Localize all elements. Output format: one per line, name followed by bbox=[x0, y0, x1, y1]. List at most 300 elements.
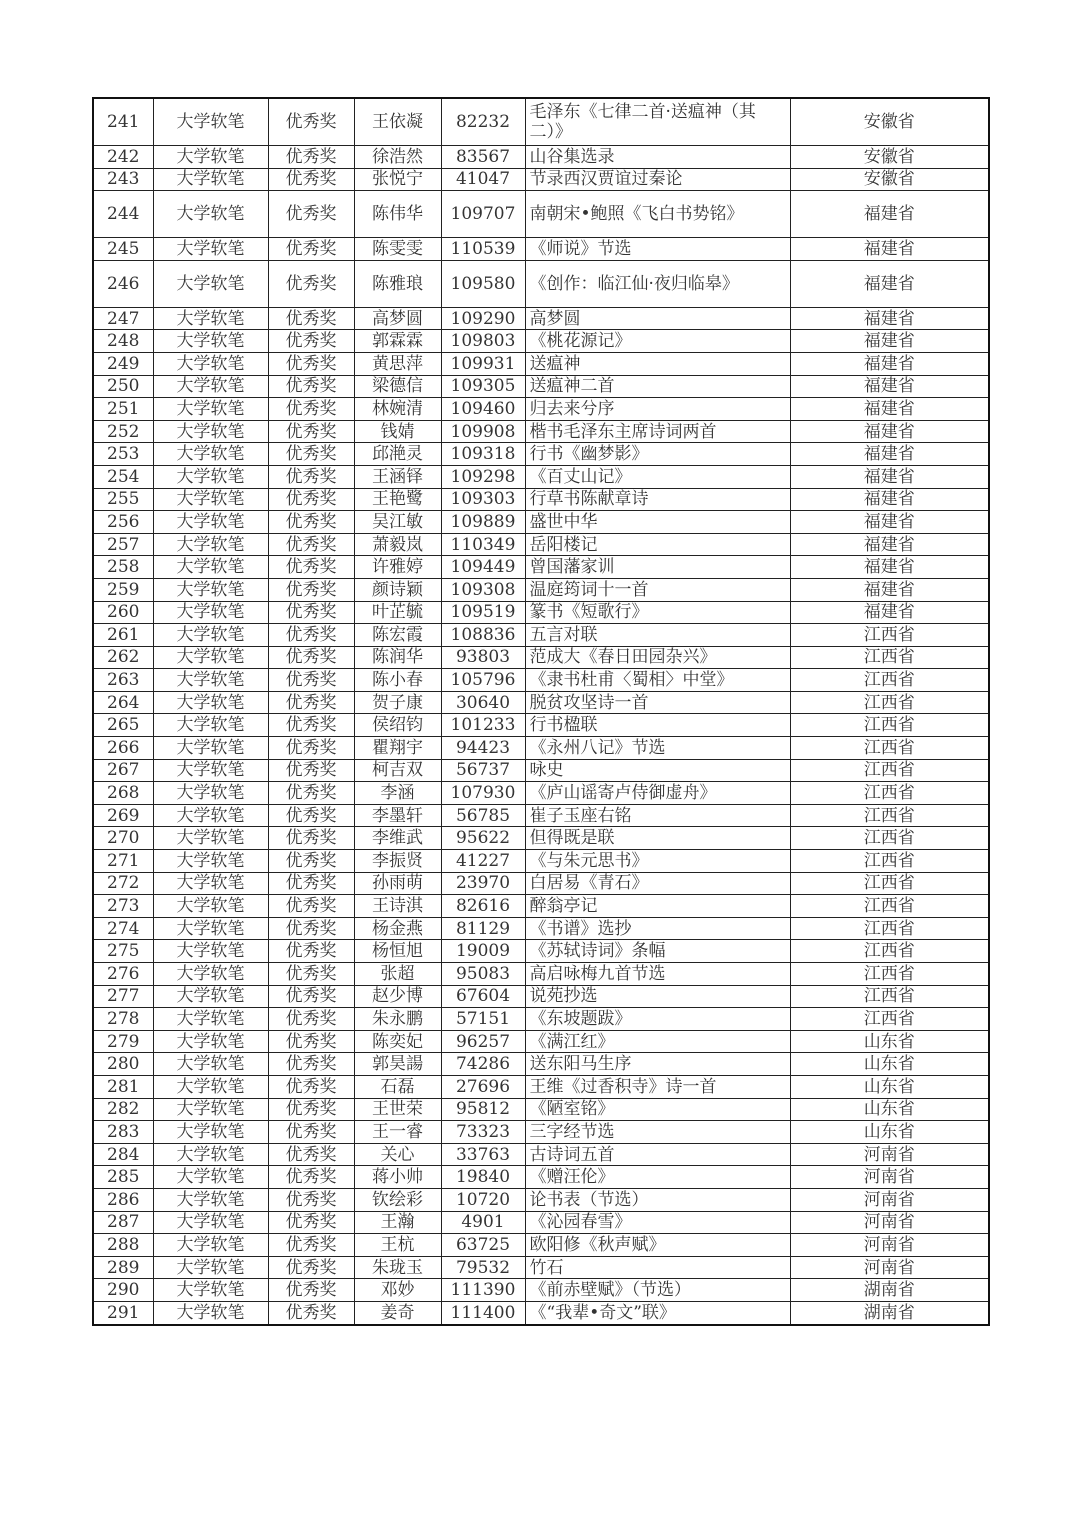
province-cell: 福建省 bbox=[790, 238, 989, 261]
name-cell: 张超 bbox=[354, 963, 441, 986]
row-number-cell: 272 bbox=[93, 872, 153, 895]
work-title-cell: 南朝宋•鲍照《飞白书势铭》 bbox=[525, 191, 790, 238]
award-cell: 优秀奖 bbox=[268, 556, 354, 579]
entry-id-cell: 10720 bbox=[441, 1188, 525, 1211]
work-title-cell: 《隶书杜甫〈蜀相〉中堂》 bbox=[525, 669, 790, 692]
entry-id-cell: 110349 bbox=[441, 533, 525, 556]
province-cell: 福建省 bbox=[790, 307, 989, 330]
table-row bbox=[93, 260, 989, 307]
category-cell: 大学软笔 bbox=[153, 1166, 268, 1189]
table-row bbox=[93, 556, 989, 579]
table-row bbox=[93, 895, 989, 918]
name-cell: 王艳鹭 bbox=[354, 488, 441, 511]
category-cell: 大学软笔 bbox=[153, 804, 268, 827]
entry-id-cell: 109580 bbox=[441, 260, 525, 307]
work-title-cell: 《百丈山记》 bbox=[525, 465, 790, 488]
name-cell: 李振贤 bbox=[354, 850, 441, 873]
entry-id-cell: 19840 bbox=[441, 1166, 525, 1189]
table-row bbox=[93, 1030, 989, 1053]
work-title-cell: 楷书毛泽东主席诗词两首 bbox=[525, 420, 790, 443]
province-cell: 福建省 bbox=[790, 511, 989, 534]
award-cell: 优秀奖 bbox=[268, 1166, 354, 1189]
work-title-cell: 《“我辈•奇文”联》 bbox=[525, 1301, 790, 1324]
row-number-cell: 262 bbox=[93, 646, 153, 669]
province-cell: 福建省 bbox=[790, 556, 989, 579]
work-title-cell: 咏史 bbox=[525, 759, 790, 782]
table-row bbox=[93, 398, 989, 421]
province-cell: 福建省 bbox=[790, 191, 989, 238]
name-cell: 张悦宁 bbox=[354, 168, 441, 191]
award-cell: 优秀奖 bbox=[268, 146, 354, 169]
row-number-cell: 248 bbox=[93, 330, 153, 353]
name-cell: 姜奇 bbox=[354, 1301, 441, 1324]
category-cell: 大学软笔 bbox=[153, 146, 268, 169]
entry-id-cell: 56785 bbox=[441, 804, 525, 827]
work-title-cell: 《赠汪伦》 bbox=[525, 1166, 790, 1189]
province-cell: 福建省 bbox=[790, 375, 989, 398]
category-cell: 大学软笔 bbox=[153, 895, 268, 918]
province-cell: 河南省 bbox=[790, 1256, 989, 1279]
name-cell: 徐浩然 bbox=[354, 146, 441, 169]
name-cell: 朱珑玉 bbox=[354, 1256, 441, 1279]
category-cell: 大学软笔 bbox=[153, 398, 268, 421]
award-cell: 优秀奖 bbox=[268, 307, 354, 330]
work-title-cell: 但得既是联 bbox=[525, 827, 790, 850]
work-title-cell: 《满江红》 bbox=[525, 1030, 790, 1053]
name-cell: 陈奕妃 bbox=[354, 1030, 441, 1053]
table-row bbox=[93, 940, 989, 963]
entry-id-cell: 74286 bbox=[441, 1053, 525, 1076]
entry-id-cell: 63725 bbox=[441, 1234, 525, 1257]
entry-id-cell: 93803 bbox=[441, 646, 525, 669]
award-cell: 优秀奖 bbox=[268, 488, 354, 511]
entry-id-cell: 110539 bbox=[441, 238, 525, 261]
entry-id-cell: 41227 bbox=[441, 850, 525, 873]
entry-id-cell: 109889 bbox=[441, 511, 525, 534]
name-cell: 陈雯雯 bbox=[354, 238, 441, 261]
awards-table bbox=[92, 97, 990, 1326]
category-cell: 大学软笔 bbox=[153, 330, 268, 353]
work-title-cell: 《永州八记》节选 bbox=[525, 737, 790, 760]
name-cell: 萧毅岚 bbox=[354, 533, 441, 556]
table-row bbox=[93, 511, 989, 534]
row-number-cell: 264 bbox=[93, 691, 153, 714]
name-cell: 李涵 bbox=[354, 782, 441, 805]
province-cell: 湖南省 bbox=[790, 1279, 989, 1302]
award-cell: 优秀奖 bbox=[268, 443, 354, 466]
table-row bbox=[93, 307, 989, 330]
award-cell: 优秀奖 bbox=[268, 578, 354, 601]
province-cell: 江西省 bbox=[790, 1008, 989, 1031]
name-cell: 石磊 bbox=[354, 1075, 441, 1098]
entry-id-cell: 67604 bbox=[441, 985, 525, 1008]
award-cell: 优秀奖 bbox=[268, 398, 354, 421]
row-number-cell: 253 bbox=[93, 443, 153, 466]
award-cell: 优秀奖 bbox=[268, 759, 354, 782]
row-number-cell: 286 bbox=[93, 1188, 153, 1211]
award-cell: 优秀奖 bbox=[268, 669, 354, 692]
province-cell: 江西省 bbox=[790, 624, 989, 647]
category-cell: 大学软笔 bbox=[153, 1256, 268, 1279]
award-cell: 优秀奖 bbox=[268, 191, 354, 238]
category-cell: 大学软笔 bbox=[153, 352, 268, 375]
award-cell: 优秀奖 bbox=[268, 850, 354, 873]
name-cell: 叶芷毓 bbox=[354, 601, 441, 624]
province-cell: 江西省 bbox=[790, 714, 989, 737]
province-cell: 福建省 bbox=[790, 443, 989, 466]
province-cell: 湖南省 bbox=[790, 1301, 989, 1324]
award-cell: 优秀奖 bbox=[268, 1256, 354, 1279]
entry-id-cell: 109707 bbox=[441, 191, 525, 238]
work-title-cell: 三字经节选 bbox=[525, 1121, 790, 1144]
work-title-cell: 古诗词五首 bbox=[525, 1143, 790, 1166]
table-row bbox=[93, 917, 989, 940]
row-number-cell: 265 bbox=[93, 714, 153, 737]
table-row bbox=[93, 578, 989, 601]
award-cell: 优秀奖 bbox=[268, 375, 354, 398]
name-cell: 蒋小帅 bbox=[354, 1166, 441, 1189]
province-cell: 福建省 bbox=[790, 533, 989, 556]
work-title-cell: 五言对联 bbox=[525, 624, 790, 647]
entry-id-cell: 109908 bbox=[441, 420, 525, 443]
entry-id-cell: 82232 bbox=[441, 98, 525, 146]
table-row bbox=[93, 737, 989, 760]
province-cell: 福建省 bbox=[790, 330, 989, 353]
category-cell: 大学软笔 bbox=[153, 98, 268, 146]
category-cell: 大学软笔 bbox=[153, 985, 268, 1008]
table-row bbox=[93, 1098, 989, 1121]
row-number-cell: 269 bbox=[93, 804, 153, 827]
category-cell: 大学软笔 bbox=[153, 624, 268, 647]
award-cell: 优秀奖 bbox=[268, 1098, 354, 1121]
table-row bbox=[93, 1008, 989, 1031]
row-number-cell: 284 bbox=[93, 1143, 153, 1166]
category-cell: 大学软笔 bbox=[153, 963, 268, 986]
province-cell: 山东省 bbox=[790, 1121, 989, 1144]
entry-id-cell: 111400 bbox=[441, 1301, 525, 1324]
work-title-cell: 崔子玉座右铭 bbox=[525, 804, 790, 827]
work-title-cell: 白居易《青石》 bbox=[525, 872, 790, 895]
category-cell: 大学软笔 bbox=[153, 691, 268, 714]
province-cell: 安徽省 bbox=[790, 168, 989, 191]
entry-id-cell: 107930 bbox=[441, 782, 525, 805]
row-number-cell: 275 bbox=[93, 940, 153, 963]
province-cell: 江西省 bbox=[790, 985, 989, 1008]
work-title-cell: 《与朱元思书》 bbox=[525, 850, 790, 873]
name-cell: 陈润华 bbox=[354, 646, 441, 669]
category-cell: 大学软笔 bbox=[153, 511, 268, 534]
row-number-cell: 258 bbox=[93, 556, 153, 579]
entry-id-cell: 57151 bbox=[441, 1008, 525, 1031]
category-cell: 大学软笔 bbox=[153, 443, 268, 466]
entry-id-cell: 94423 bbox=[441, 737, 525, 760]
work-title-cell: 送瘟神二首 bbox=[525, 375, 790, 398]
category-cell: 大学软笔 bbox=[153, 238, 268, 261]
award-cell: 优秀奖 bbox=[268, 601, 354, 624]
province-cell: 江西省 bbox=[790, 895, 989, 918]
table-row bbox=[93, 352, 989, 375]
row-number-cell: 290 bbox=[93, 1279, 153, 1302]
entry-id-cell: 109303 bbox=[441, 488, 525, 511]
award-cell: 优秀奖 bbox=[268, 1008, 354, 1031]
entry-id-cell: 109308 bbox=[441, 578, 525, 601]
province-cell: 江西省 bbox=[790, 782, 989, 805]
province-cell: 福建省 bbox=[790, 260, 989, 307]
table-row bbox=[93, 963, 989, 986]
table-row bbox=[93, 1166, 989, 1189]
table-row bbox=[93, 691, 989, 714]
table-row bbox=[93, 850, 989, 873]
table-row bbox=[93, 443, 989, 466]
work-title-cell: 《桃花源记》 bbox=[525, 330, 790, 353]
award-cell: 优秀奖 bbox=[268, 963, 354, 986]
row-number-cell: 282 bbox=[93, 1098, 153, 1121]
category-cell: 大学软笔 bbox=[153, 465, 268, 488]
name-cell: 陈伟华 bbox=[354, 191, 441, 238]
table-row bbox=[93, 804, 989, 827]
table-row bbox=[93, 1279, 989, 1302]
entry-id-cell: 81129 bbox=[441, 917, 525, 940]
category-cell: 大学软笔 bbox=[153, 420, 268, 443]
work-title-cell: 竹石 bbox=[525, 1256, 790, 1279]
table-row bbox=[93, 168, 989, 191]
category-cell: 大学软笔 bbox=[153, 307, 268, 330]
award-cell: 优秀奖 bbox=[268, 1301, 354, 1324]
award-cell: 优秀奖 bbox=[268, 737, 354, 760]
entry-id-cell: 101233 bbox=[441, 714, 525, 737]
award-cell: 优秀奖 bbox=[268, 1053, 354, 1076]
row-number-cell: 263 bbox=[93, 669, 153, 692]
province-cell: 江西省 bbox=[790, 759, 989, 782]
award-cell: 优秀奖 bbox=[268, 1143, 354, 1166]
category-cell: 大学软笔 bbox=[153, 533, 268, 556]
row-number-cell: 266 bbox=[93, 737, 153, 760]
table-row bbox=[93, 375, 989, 398]
row-number-cell: 281 bbox=[93, 1075, 153, 1098]
province-cell: 江西省 bbox=[790, 850, 989, 873]
row-number-cell: 280 bbox=[93, 1053, 153, 1076]
row-number-cell: 291 bbox=[93, 1301, 153, 1324]
entry-id-cell: 73323 bbox=[441, 1121, 525, 1144]
entry-id-cell: 109931 bbox=[441, 352, 525, 375]
table-row bbox=[93, 1256, 989, 1279]
name-cell: 高梦圆 bbox=[354, 307, 441, 330]
work-title-cell: 《师说》节选 bbox=[525, 238, 790, 261]
name-cell: 王诗淇 bbox=[354, 895, 441, 918]
table-row bbox=[93, 238, 989, 261]
row-number-cell: 246 bbox=[93, 260, 153, 307]
name-cell: 梁德信 bbox=[354, 375, 441, 398]
name-cell: 杨恒旭 bbox=[354, 940, 441, 963]
province-cell: 江西省 bbox=[790, 940, 989, 963]
category-cell: 大学软笔 bbox=[153, 1301, 268, 1324]
row-number-cell: 244 bbox=[93, 191, 153, 238]
province-cell: 江西省 bbox=[790, 827, 989, 850]
table-row bbox=[93, 1075, 989, 1098]
award-cell: 优秀奖 bbox=[268, 511, 354, 534]
table-row bbox=[93, 533, 989, 556]
name-cell: 林婉清 bbox=[354, 398, 441, 421]
name-cell: 陈雅琅 bbox=[354, 260, 441, 307]
table-row bbox=[93, 1143, 989, 1166]
category-cell: 大学软笔 bbox=[153, 1188, 268, 1211]
table-row bbox=[93, 669, 989, 692]
entry-id-cell: 4901 bbox=[441, 1211, 525, 1234]
work-title-cell: 高启咏梅九首节选 bbox=[525, 963, 790, 986]
category-cell: 大学软笔 bbox=[153, 737, 268, 760]
category-cell: 大学软笔 bbox=[153, 1121, 268, 1144]
table-row bbox=[93, 488, 989, 511]
work-title-cell: 高梦圆 bbox=[525, 307, 790, 330]
category-cell: 大学软笔 bbox=[153, 827, 268, 850]
work-title-cell: 《创作：临江仙·夜归临皋》 bbox=[525, 260, 790, 307]
entry-id-cell: 109460 bbox=[441, 398, 525, 421]
name-cell: 钱婧 bbox=[354, 420, 441, 443]
table-row bbox=[93, 98, 989, 146]
work-title-cell: 节录西汉贾谊过秦论 bbox=[525, 168, 790, 191]
work-title-cell: 醉翁亭记 bbox=[525, 895, 790, 918]
category-cell: 大学软笔 bbox=[153, 872, 268, 895]
category-cell: 大学软笔 bbox=[153, 601, 268, 624]
table-row bbox=[93, 624, 989, 647]
award-cell: 优秀奖 bbox=[268, 1121, 354, 1144]
table-row bbox=[93, 782, 989, 805]
name-cell: 李维武 bbox=[354, 827, 441, 850]
awards-table-body bbox=[93, 98, 989, 1325]
province-cell: 江西省 bbox=[790, 917, 989, 940]
name-cell: 陈小春 bbox=[354, 669, 441, 692]
work-title-cell: 说苑抄选 bbox=[525, 985, 790, 1008]
category-cell: 大学软笔 bbox=[153, 578, 268, 601]
province-cell: 河南省 bbox=[790, 1211, 989, 1234]
award-cell: 优秀奖 bbox=[268, 1211, 354, 1234]
province-cell: 江西省 bbox=[790, 646, 989, 669]
award-cell: 优秀奖 bbox=[268, 420, 354, 443]
work-title-cell: 《苏轼诗词》条幅 bbox=[525, 940, 790, 963]
work-title-cell: 脱贫攻坚诗一首 bbox=[525, 691, 790, 714]
province-cell: 福建省 bbox=[790, 488, 989, 511]
name-cell: 黄思萍 bbox=[354, 352, 441, 375]
name-cell: 李墨轩 bbox=[354, 804, 441, 827]
name-cell: 陈宏霞 bbox=[354, 624, 441, 647]
name-cell: 朱永鹏 bbox=[354, 1008, 441, 1031]
table-row bbox=[93, 1211, 989, 1234]
work-title-cell: 《陋室铭》 bbox=[525, 1098, 790, 1121]
work-title-cell: 王维《过香积寺》诗一首 bbox=[525, 1075, 790, 1098]
row-number-cell: 254 bbox=[93, 465, 153, 488]
name-cell: 柯吉双 bbox=[354, 759, 441, 782]
category-cell: 大学软笔 bbox=[153, 488, 268, 511]
work-title-cell: 行书《幽梦影》 bbox=[525, 443, 790, 466]
province-cell: 江西省 bbox=[790, 804, 989, 827]
award-cell: 优秀奖 bbox=[268, 624, 354, 647]
province-cell: 山东省 bbox=[790, 1098, 989, 1121]
entry-id-cell: 83567 bbox=[441, 146, 525, 169]
award-cell: 优秀奖 bbox=[268, 804, 354, 827]
province-cell: 河南省 bbox=[790, 1188, 989, 1211]
province-cell: 江西省 bbox=[790, 669, 989, 692]
award-cell: 优秀奖 bbox=[268, 260, 354, 307]
row-number-cell: 250 bbox=[93, 375, 153, 398]
award-cell: 优秀奖 bbox=[268, 1234, 354, 1257]
award-cell: 优秀奖 bbox=[268, 714, 354, 737]
row-number-cell: 249 bbox=[93, 352, 153, 375]
entry-id-cell: 109305 bbox=[441, 375, 525, 398]
province-cell: 福建省 bbox=[790, 578, 989, 601]
province-cell: 福建省 bbox=[790, 465, 989, 488]
category-cell: 大学软笔 bbox=[153, 1211, 268, 1234]
province-cell: 河南省 bbox=[790, 1234, 989, 1257]
work-title-cell: 山谷集选录 bbox=[525, 146, 790, 169]
work-title-cell: 《东坡题跋》 bbox=[525, 1008, 790, 1031]
work-title-cell: 论书表（节选） bbox=[525, 1188, 790, 1211]
name-cell: 王瀚 bbox=[354, 1211, 441, 1234]
row-number-cell: 257 bbox=[93, 533, 153, 556]
category-cell: 大学软笔 bbox=[153, 646, 268, 669]
table-row bbox=[93, 1234, 989, 1257]
entry-id-cell: 56737 bbox=[441, 759, 525, 782]
category-cell: 大学软笔 bbox=[153, 1098, 268, 1121]
table-row bbox=[93, 191, 989, 238]
work-title-cell: 篆书《短歌行》 bbox=[525, 601, 790, 624]
row-number-cell: 287 bbox=[93, 1211, 153, 1234]
row-number-cell: 259 bbox=[93, 578, 153, 601]
row-number-cell: 252 bbox=[93, 420, 153, 443]
work-title-cell: 行书楹联 bbox=[525, 714, 790, 737]
name-cell: 王依凝 bbox=[354, 98, 441, 146]
category-cell: 大学软笔 bbox=[153, 1008, 268, 1031]
row-number-cell: 267 bbox=[93, 759, 153, 782]
table-row bbox=[93, 1121, 989, 1144]
category-cell: 大学软笔 bbox=[153, 1075, 268, 1098]
province-cell: 河南省 bbox=[790, 1143, 989, 1166]
row-number-cell: 245 bbox=[93, 238, 153, 261]
row-number-cell: 277 bbox=[93, 985, 153, 1008]
award-cell: 优秀奖 bbox=[268, 985, 354, 1008]
work-title-cell: 范成大《春日田园杂兴》 bbox=[525, 646, 790, 669]
category-cell: 大学软笔 bbox=[153, 375, 268, 398]
work-title-cell: 归去来兮序 bbox=[525, 398, 790, 421]
award-cell: 优秀奖 bbox=[268, 352, 354, 375]
entry-id-cell: 109449 bbox=[441, 556, 525, 579]
work-title-cell: 欧阳修《秋声赋》 bbox=[525, 1234, 790, 1257]
province-cell: 山东省 bbox=[790, 1075, 989, 1098]
entry-id-cell: 27696 bbox=[441, 1075, 525, 1098]
row-number-cell: 255 bbox=[93, 488, 153, 511]
entry-id-cell: 95622 bbox=[441, 827, 525, 850]
row-number-cell: 251 bbox=[93, 398, 153, 421]
category-cell: 大学软笔 bbox=[153, 1234, 268, 1257]
name-cell: 侯绍钧 bbox=[354, 714, 441, 737]
category-cell: 大学软笔 bbox=[153, 782, 268, 805]
table-row bbox=[93, 465, 989, 488]
table-row bbox=[93, 601, 989, 624]
work-title-cell: 《前赤壁赋》（节选） bbox=[525, 1279, 790, 1302]
table-row bbox=[93, 1053, 989, 1076]
table-row bbox=[93, 759, 989, 782]
work-title-cell: 曾国藩家训 bbox=[525, 556, 790, 579]
category-cell: 大学软笔 bbox=[153, 850, 268, 873]
entry-id-cell: 109290 bbox=[441, 307, 525, 330]
row-number-cell: 278 bbox=[93, 1008, 153, 1031]
entry-id-cell: 111390 bbox=[441, 1279, 525, 1302]
row-number-cell: 285 bbox=[93, 1166, 153, 1189]
entry-id-cell: 108836 bbox=[441, 624, 525, 647]
province-cell: 安徽省 bbox=[790, 98, 989, 146]
entry-id-cell: 95083 bbox=[441, 963, 525, 986]
category-cell: 大学软笔 bbox=[153, 191, 268, 238]
entry-id-cell: 109519 bbox=[441, 601, 525, 624]
